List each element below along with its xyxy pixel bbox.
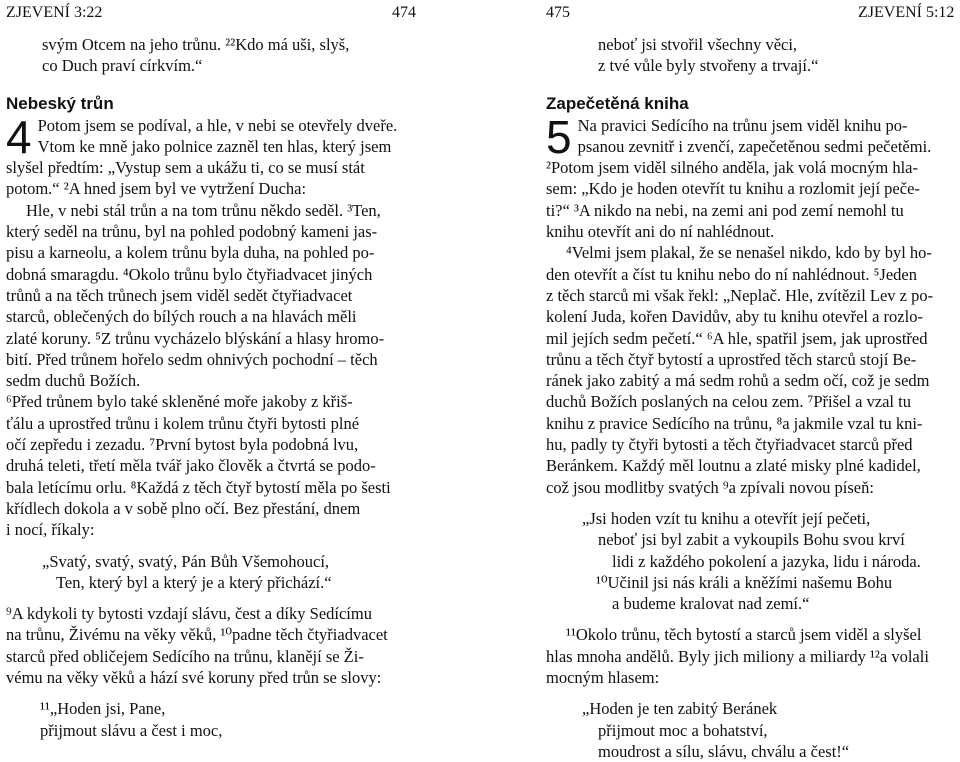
poem-line: neboť jsi byl zabit a vykoupils Bohu svou krví xyxy=(598,530,905,550)
right-running-head: ZJEVENÍ 5:12 xyxy=(858,4,955,21)
section-heading: Zapečetěná kniha xyxy=(546,93,689,113)
body-line: křídlech dokola a v sobě plno očí. Bez přestání, dnem xyxy=(6,498,361,518)
body-line: na trůnu, Živému na věky věků, ¹⁰padne těch čtyřiadvacet xyxy=(6,625,388,645)
body-line: ⁶Před trůnem bylo také skleněné moře jakoby z křiš- xyxy=(6,392,353,412)
body-line: hu, padly ty čtyři bytosti a těch čtyřiadvacet starců před xyxy=(546,435,913,455)
body-line: očí zepředu i zezadu. ⁷První bytost byla podobná lvu, xyxy=(6,435,359,455)
body-line: ¹¹Okolo trůnu, těch bytostí a starců jsem viděl a slyšel xyxy=(566,625,922,645)
body-line: potom.“ ²A hned jsem byl ve vytržení Ducha: xyxy=(6,179,307,199)
body-line: zlaté koruny. ⁵Z trůnu vycházelo blýskání a hlasy hromo- xyxy=(6,328,385,348)
body-line: starců, oblečených do bílých rouch a na hlavách měli xyxy=(6,307,357,327)
body-line: ⁴Velmi jsem plakal, že se nenašel nikdo, kdo by byl ho- xyxy=(566,243,932,263)
body-line: trůnu a těch čtyř bytostí a uprostřed těch starců stojí Be- xyxy=(546,349,917,369)
body-line: kolení Juda, kořen Davidův, aby tu knihu otevřel a rozlo- xyxy=(546,307,923,327)
body-line: psanou zevnitř i zvenčí, zapečetěnou sedmi pečetěmi. xyxy=(577,136,932,156)
top-verse-line: svým Otcem na jeho trůnu. ²²Kdo má uši, slyš, xyxy=(42,35,350,54)
poem-line: a budeme kralovat nad zemí.“ xyxy=(612,594,810,614)
body-line: Potom jsem se podíval, a hle, v nebi se otevřely dveře. xyxy=(37,115,398,135)
body-line: bití. Před trůnem hořelo sedm ohnivých pochodní – těch xyxy=(6,349,378,369)
body-line: i nocí, říkaly: xyxy=(6,520,95,540)
body-line: který seděl na trůnu, byl na pohled podobný kameni jas- xyxy=(6,222,378,242)
body-line: ťálu a uprostřed trůnu i kolem trůnu čtyři bytosti plné xyxy=(6,413,360,433)
left-running-head: ZJEVENÍ 3:22 xyxy=(6,4,103,21)
right-page-number: 475 xyxy=(546,4,570,21)
poem-line: ¹¹„Hoden jsi, Pane, xyxy=(40,699,166,719)
chapter-number-dropcap: 5 xyxy=(546,110,572,163)
top-verse-line: co Duch praví církvím.“ xyxy=(42,56,203,76)
body-line: knihu otevřít ani do ní nahlédnout. xyxy=(546,222,775,242)
body-line: ti?“ ³A nikdo na nebi, na zemi ani pod zemí nemohl tu xyxy=(546,200,904,220)
poem-line: moudrost a sílu, slávu, chválu a čest!“ xyxy=(598,741,850,761)
poem-line: ¹⁰Učinil jsi nás králi a kněžími našemu Bohu xyxy=(596,572,893,592)
body-line: z těch starců mi však řekl: „Neplač. Hle, zvítězil Lev z po- xyxy=(546,285,934,305)
body-line: mocným hlasem: xyxy=(546,668,660,688)
section-heading: Nebeský trůn xyxy=(6,93,114,113)
body-line: což jsou modlitby svatých ⁹a zpívali novou píseň: xyxy=(546,477,874,497)
poem-line: přijmout slávu a čest i moc, xyxy=(40,720,223,740)
body-line: sem: „Kdo je hoden otevřít tu knihu a rozlomit její peče- xyxy=(546,179,920,199)
body-line: ránek jako zabitý a má sedm rohů a sedm očí, což je sedm xyxy=(546,371,930,391)
body-line: Hle, v nebi stál trůn a na tom trůnu někdo seděl. ³Ten, xyxy=(26,200,381,220)
body-line: mil jejích sedm pečetí.“ ⁶A hle, spatřil jsem, jak uprostřed xyxy=(546,328,928,348)
body-line: pisu a karneolu, a kolem trůnu byla duha, na pohled po- xyxy=(6,243,375,263)
right-text-column xyxy=(546,34,960,762)
body-line: sedm duchů Božích. xyxy=(6,371,141,391)
body-line: druhá teleti, třetí měla tvář jako člověk a čtvrtá se podo- xyxy=(6,456,376,476)
body-line: bala letícímu orlu. ⁸Každá z těch čtyř bytostí měla po šesti xyxy=(6,477,391,497)
body-line: ²Potom jsem viděl silného anděla, jak volá mocným hla- xyxy=(546,158,918,178)
chapter-opening xyxy=(546,110,960,163)
poem-line: přijmout moc a bohatství, xyxy=(598,720,768,740)
body-line: dobná smaragdu. ⁴Okolo trůnu bylo čtyřiadvacet jiných xyxy=(6,264,373,284)
top-verse-line: neboť jsi stvořil všechny věci, xyxy=(598,35,798,54)
body-line: Vtom ke mně jako polnice zazněl ten hlas, který jsem xyxy=(37,136,392,156)
body-line: slyšel předtím: „Vystup sem a ukážu ti, co se musí stát xyxy=(6,158,365,178)
body-line: duchů Božích poslaných na celou zem. ⁷Přišel a vzal tu xyxy=(546,392,911,412)
body-line: ⁹A kdykoli ty bytosti vzdají slávu, čest a díky Sedícímu xyxy=(6,604,372,624)
poem-line: Ten, který byl a který je a který přichází.“ xyxy=(56,572,332,592)
left-text-column xyxy=(6,34,426,741)
body-line: Na pravici Sedícího na trůnu jsem viděl knihu po- xyxy=(577,115,908,135)
top-verse-line: z tvé vůle byly stvořeny a trvají.“ xyxy=(598,56,819,76)
poem-line: „Svatý, svatý, svatý, Pán Bůh Všemohoucí, xyxy=(42,551,330,571)
left-page-number: 474 xyxy=(392,4,416,21)
body-line: vému na věky věků a hází své koruny před trůn se slovy: xyxy=(6,668,382,688)
body-line: trůnů a na těch trůnech jsem viděl sedět čtyřiadvacet xyxy=(6,285,353,305)
body-line: knihu z pravice Sedícího na trůnu, ⁸a jakmile vzal tu kni- xyxy=(546,413,923,433)
body-line: Beránkem. Každý měl loutnu a zlaté misky plné kadidel, xyxy=(546,456,921,476)
poem-line: „Jsi hoden vzít tu knihu a otevřít její pečeti, xyxy=(582,508,871,528)
chapter-number-dropcap: 4 xyxy=(6,110,32,163)
chapter-opening xyxy=(6,110,426,163)
body-line: starců před obličejem Sedícího na trůnu, klanějí se Ži- xyxy=(6,646,364,666)
poem-line: „Hoden je ten zabitý Beránek xyxy=(582,699,778,719)
body-line: den otevřít a číst tu knihu nebo do ní nahlédnout. ⁵Jeden xyxy=(546,264,917,284)
poem-line: lidi z každého pokolení a jazyka, lidu i národa. xyxy=(612,551,921,571)
body-line: hlas mnoha andělů. Byly jich miliony a miliardy ¹²a volali xyxy=(546,646,929,666)
